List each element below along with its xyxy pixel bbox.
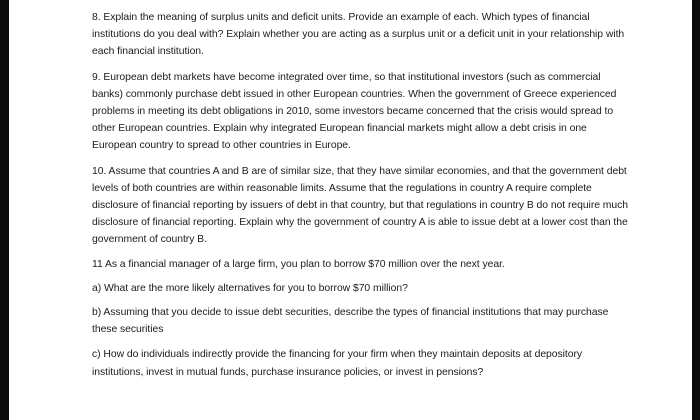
- question-9: 9. European debt markets have become integrated over time, so that institutional investors (such as commercial banks) commonly purchase debt issued in other European countries. When the government of Greece experienced problems in meeting its debt obligations in 2010, some investors became concerned that the crisis would spread to other European countries. Explain why integrated European financial markets might allow a debt crisis in one European country to spread to other countries in Europe.: [92, 71, 617, 152]
- question-10: 10. Assume that countries A and B are of similar size, that they have similar economies, and that the government debt levels of both countries are within reasonable limits. Assume that the regulations in country A require complete disclosure of financial reporting by issuers of debt in that country, but that regulations in country B do not require much disclosure of financial reporting. Explain why the government of country A is able to issue debt at a lower cost than the government of country B.: [92, 165, 629, 246]
- question-11b: b) Assuming that you decide to issue debt securities, describe the types of financial institutions that may purchase these securities: [92, 307, 609, 336]
- question-8: 8. Explain the meaning of surplus units and deficit units. Provide an example of each. Which types of financial institutions do you deal with? Explain whether you are acting as a surplus unit or a deficit unit in your relationship with each financial institution.: [92, 12, 625, 58]
- question-11a: a) What are the more likely alternatives for you to borrow $70 million?: [92, 282, 408, 294]
- question-list: [92, 9, 628, 381]
- left-dark-border: [0, 0, 9, 420]
- question-11c: c) How do individuals indirectly provide the financing for your firm when they maintain deposits at depository institutions, invest in mutual funds, purchase insurance policies, or invest in pensions?: [92, 349, 583, 378]
- question-11: 11 As a financial manager of a large firm, you plan to borrow $70 million over the next year.: [92, 258, 505, 270]
- right-dark-border: [692, 0, 700, 420]
